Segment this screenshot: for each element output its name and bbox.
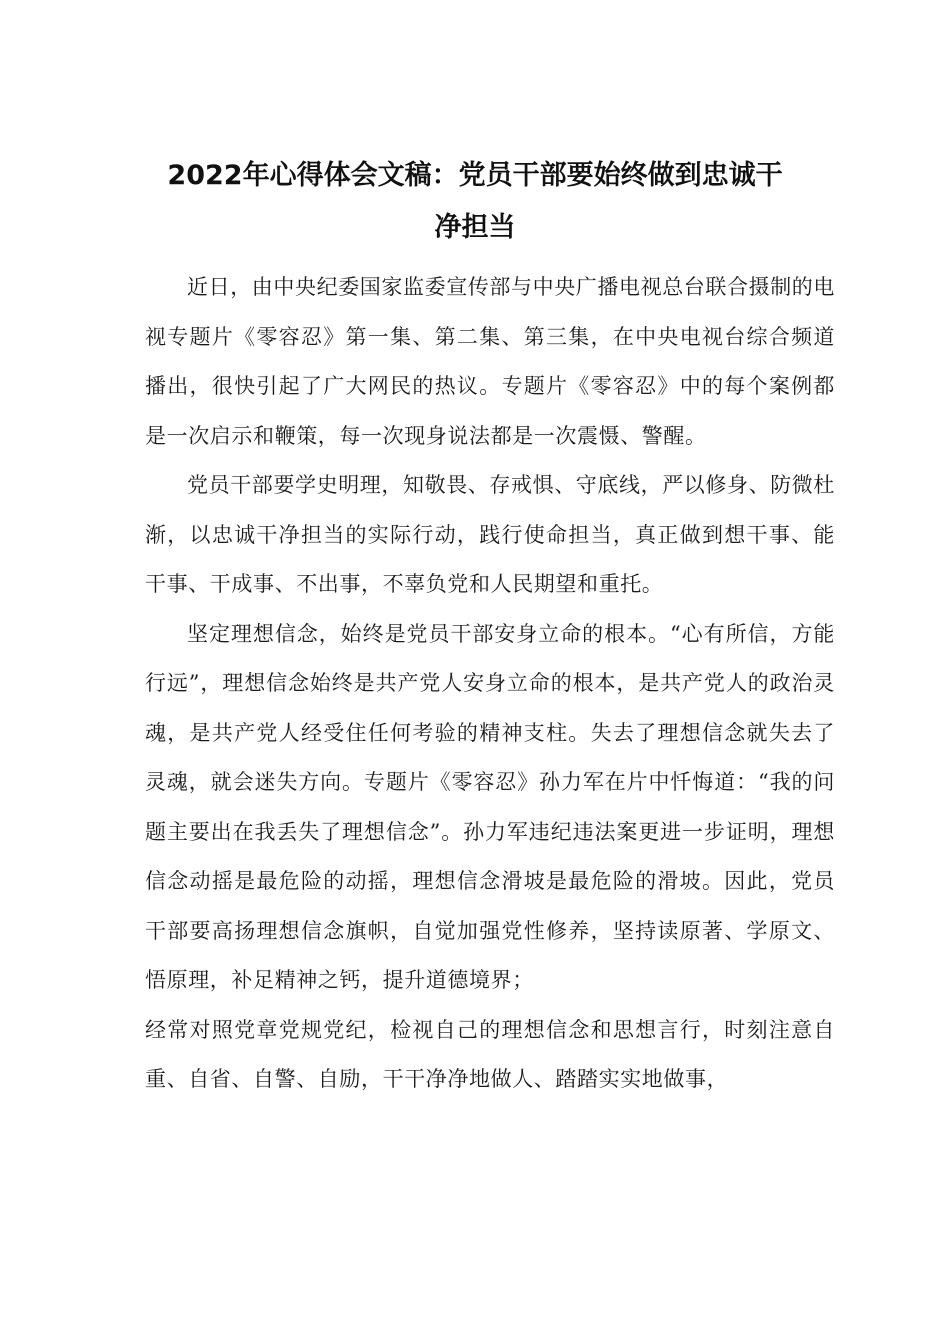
paragraph-discipline: 党员干部要学史明理，知敬畏、存戒惧、守底线，严以修身、防微杜渐，以忠诚干净担当的实际行动，践行使命担当，真正做到想干事、能干事、干成事、不出事，不辜负党和人民期望和重托。 bbox=[145, 473, 835, 596]
document-title bbox=[145, 150, 805, 254]
title-line-1: 2022年心得体会文稿：党员干部要始终做到忠诚干 bbox=[167, 160, 783, 191]
paragraph-self-check: 经常对照党章党规党纪，检视自己的理想信念和思想言行，时刻注意自重、自省、自警、自励，干干净净地做人、踏踏实实地做事， bbox=[145, 1017, 835, 1091]
title-line-2: 净担当 bbox=[434, 212, 516, 243]
document-body bbox=[145, 263, 835, 1105]
paragraph-ideals: 坚定理想信念，始终是党员干部安身立命的根本。“心有所信，方能行远”，理想信念始终是共产党人安身立命的根本，是共产党人的政治灵魂，是共产党人经受住任何考验的精神支柱。失去了理想信念就失去了灵魂，就会迷失方向。专题片《零容忍》孙力军在片中忏悔道：“我的问题主要出在我丢失了理想信念”。孙力军违纪违法案更进一步证明，理想信念动摇是最危险的动摇，理想信念滑坡是最危险的滑坡。因此，党员干部要高扬理想信念旗帜，自觉加强党性修养，坚持读原著、学原文、悟原理，补足精神之钙，提升道德境界； bbox=[145, 621, 835, 992]
paragraph-intro: 近日，由中央纪委国家监委宣传部与中央广播电视总台联合摄制的电视专题片《零容忍》第一集、第二集、第三集，在中央电视台综合频道播出，很快引起了广大网民的热议。专题片《零容忍》中的每个案例都是一次启示和鞭策，每一次现身说法都是一次震慑、警醒。 bbox=[145, 275, 835, 448]
